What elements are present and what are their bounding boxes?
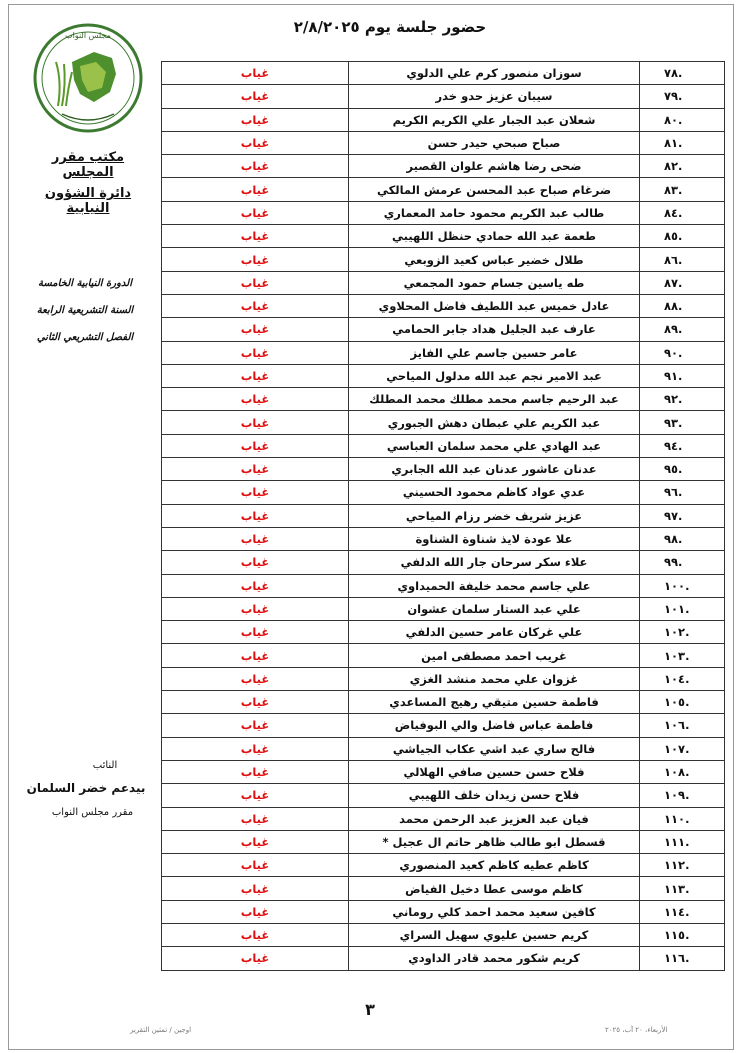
row-number: .٩٠ [640, 341, 725, 364]
member-name: طالب عبد الكريم محمود حامد المعماري [349, 201, 640, 224]
table-row [162, 294, 725, 317]
attendance-status: غياب [162, 458, 349, 481]
table-row [162, 178, 725, 201]
table-row [162, 131, 725, 154]
attendance-status: غياب [162, 854, 349, 877]
member-name: طه ياسين جسام حمود المجمعي [349, 271, 640, 294]
row-number: .٨٣ [640, 178, 725, 201]
row-number: .٨٧ [640, 271, 725, 294]
attendance-status: غياب [162, 691, 349, 714]
table-row [162, 271, 725, 294]
table-row [162, 691, 725, 714]
table-row [162, 155, 725, 178]
page-title: حضور جلسة يوم ٢/٨/٢٠٢٥ [293, 18, 487, 36]
attendance-status: غياب [162, 155, 349, 178]
table-row [162, 621, 725, 644]
row-number: .١١١ [640, 830, 725, 853]
member-name: فيان عبد العزيز عبد الرحمن محمد [349, 807, 640, 830]
member-name: سوزان منصور كرم علي الدلوي [349, 62, 640, 85]
row-number: .١٠٩ [640, 784, 725, 807]
row-number: .١٠١ [640, 597, 725, 620]
parliament-logo [32, 22, 144, 134]
member-name: فاطمة حسين متيقي رهيج المساعدي [349, 691, 640, 714]
table-row [162, 737, 725, 760]
member-name: عبد الامير نجم عبد الله مدلول المياحي [349, 364, 640, 387]
table-row [162, 551, 725, 574]
member-name: ضرغام صباح عبد المحسن عرمش المالكي [349, 178, 640, 201]
table-row [162, 923, 725, 946]
member-name: عزيز شريف خضر رزام المياحي [349, 504, 640, 527]
member-name: عبد الهادي علي محمد سلمان العباسي [349, 434, 640, 457]
row-number: .١٠٥ [640, 691, 725, 714]
row-number: .٨١ [640, 131, 725, 154]
table-row [162, 900, 725, 923]
table-row [162, 830, 725, 853]
table-row [162, 644, 725, 667]
attendance-status: غياب [162, 760, 349, 783]
attendance-status: غياب [162, 178, 349, 201]
attendance-status: غياب [162, 62, 349, 85]
member-name: علي غركان عامر حسين الدلفي [349, 621, 640, 644]
row-number: .٨٦ [640, 248, 725, 271]
row-number: .٩٩ [640, 551, 725, 574]
member-name: ضحى رضا هاشم علوان القصير [349, 155, 640, 178]
member-name: علي عبد الستار سلمان عشوان [349, 597, 640, 620]
table-row [162, 760, 725, 783]
row-number: .١١٤ [640, 900, 725, 923]
member-name: كافين سعيد محمد احمد كلي روماني [349, 900, 640, 923]
deputy-name: بيدعم خضر السلمان [26, 781, 146, 795]
row-number: .٨٥ [640, 225, 725, 248]
attendance-status: غياب [162, 341, 349, 364]
row-number: .٩٣ [640, 411, 725, 434]
member-name: عدي عواد كاظم محمود الحسيني [349, 481, 640, 504]
table-row [162, 597, 725, 620]
row-number: .١٠٦ [640, 714, 725, 737]
table-row [162, 411, 725, 434]
table-row [162, 947, 725, 970]
row-number: .٧٨ [640, 62, 725, 85]
row-number: .١٠٢ [640, 621, 725, 644]
attendance-status: غياب [162, 388, 349, 411]
row-number: .٨٩ [640, 318, 725, 341]
row-number: .٩٤ [640, 434, 725, 457]
row-number: .١١٣ [640, 877, 725, 900]
row-number: .١٠٧ [640, 737, 725, 760]
footer-right-note: الأربعاء، ٢٠ آب، ٢٠٢٥ [605, 1026, 668, 1034]
attendance-status: غياب [162, 830, 349, 853]
attendance-status: غياب [162, 667, 349, 690]
term-line: السنة التشريعية الرابعة [36, 305, 134, 316]
member-name: عامر حسين جاسم علي الفايز [349, 341, 640, 364]
attendance-status: غياب [162, 131, 349, 154]
attendance-status: غياب [162, 294, 349, 317]
page-number: ٣ [365, 1000, 375, 1019]
table-row [162, 62, 725, 85]
member-name: كريم شكور محمد قادر الداودي [349, 947, 640, 970]
table-row [162, 877, 725, 900]
row-number: .١٠٠ [640, 574, 725, 597]
attendance-status: غياب [162, 248, 349, 271]
office-title: مكتب مقرر المجلس [51, 150, 125, 180]
row-number: .٩٨ [640, 527, 725, 550]
table-row [162, 108, 725, 131]
member-name: علاء سكر سرحان جار الله الدلفي [349, 551, 640, 574]
attendance-status: غياب [162, 225, 349, 248]
member-name: كريم حسين عليوي سهيل السراي [349, 923, 640, 946]
term-line: الدورة النيابية الخامسة [38, 278, 132, 289]
attendance-table [161, 61, 725, 971]
row-number: .١١٥ [640, 923, 725, 946]
member-name: غريب احمد مصطفى امين [349, 644, 640, 667]
attendance-status: غياب [162, 271, 349, 294]
table-row [162, 434, 725, 457]
row-number: .٩٢ [640, 388, 725, 411]
member-name: غزوان علي محمد منشد الغزي [349, 667, 640, 690]
row-number: .١١٢ [640, 854, 725, 877]
row-number: .٩٧ [640, 504, 725, 527]
member-name: طلال خضير عباس كعيد الزوبعي [349, 248, 640, 271]
logo-label: مجلس النواب [65, 31, 111, 40]
attendance-status: غياب [162, 900, 349, 923]
member-name: فلاح حسن حسين صافي الهلالي [349, 760, 640, 783]
row-number: .٩٥ [640, 458, 725, 481]
attendance-status: غياب [162, 737, 349, 760]
table-row [162, 248, 725, 271]
row-number: .٩٦ [640, 481, 725, 504]
member-name: فاطمة عباس فاضل والي البوفياض [349, 714, 640, 737]
table-row [162, 784, 725, 807]
member-name: قسطل ابو طالب ظاهر حاتم ال عجيل * [349, 830, 640, 853]
attendance-status: غياب [162, 621, 349, 644]
attendance-status: غياب [162, 201, 349, 224]
table-row [162, 504, 725, 527]
attendance-status: غياب [162, 714, 349, 737]
attendance-status: غياب [162, 597, 349, 620]
attendance-status: غياب [162, 877, 349, 900]
attendance-status: غياب [162, 481, 349, 504]
department-title: دائرة الشؤون النيابية [44, 186, 132, 216]
attendance-status: غياب [162, 551, 349, 574]
row-number: .٨٠ [640, 108, 725, 131]
attendance-status: غياب [162, 318, 349, 341]
table-row [162, 481, 725, 504]
member-name: فلاح حسن زيدان خلف اللهيبي [349, 784, 640, 807]
member-name: صباح صبحي حيدر حسن [349, 131, 640, 154]
term-info [22, 270, 148, 351]
attendance-status: غياب [162, 364, 349, 387]
row-number: .١٠٨ [640, 760, 725, 783]
attendance-status: غياب [162, 504, 349, 527]
table-row [162, 458, 725, 481]
row-number: .٨٨ [640, 294, 725, 317]
attendance-status: غياب [162, 434, 349, 457]
table-row [162, 388, 725, 411]
attendance-status: غياب [162, 644, 349, 667]
member-name: فالح ساري عبد اشي عكاب الجياشي [349, 737, 640, 760]
table-row [162, 667, 725, 690]
table-row [162, 201, 725, 224]
member-name: سيبان عزيز حدو خدر [349, 85, 640, 108]
attendance-status: غياب [162, 85, 349, 108]
table-row [162, 225, 725, 248]
deputy-label: النائب [92, 760, 118, 771]
footer-left-note: اوجين / تمثين التقرير [130, 1026, 192, 1034]
row-number: .٩١ [640, 364, 725, 387]
table-row [162, 527, 725, 550]
member-name: طعمة عبد الله حمادي حنظل اللهيبي [349, 225, 640, 248]
member-name: علا عودة لايذ شناوة الشناوة [349, 527, 640, 550]
member-name: عدنان عاشور عدنان عبد الله الجابري [349, 458, 640, 481]
row-number: .٨٤ [640, 201, 725, 224]
row-number: .١٠٣ [640, 644, 725, 667]
attendance-status: غياب [162, 784, 349, 807]
term-line: الفصل التشريعي الثاني [36, 332, 134, 343]
member-name: كاظم عطيه كاظم كعيد المنصوري [349, 854, 640, 877]
member-name: عبد الرحيم جاسم محمد مطلك محمد المطلك [349, 388, 640, 411]
attendance-status: غياب [162, 947, 349, 970]
row-number: .١٠٤ [640, 667, 725, 690]
member-name: كاظم موسى عطا دخيل الفياض [349, 877, 640, 900]
member-name: علي جاسم محمد خليفة الحميداوي [349, 574, 640, 597]
table-row [162, 85, 725, 108]
table-row [162, 807, 725, 830]
attendance-status: غياب [162, 527, 349, 550]
attendance-status: غياب [162, 807, 349, 830]
row-number: .١١٦ [640, 947, 725, 970]
deputy-role: مقرر مجلس النواب [51, 807, 134, 818]
table-row [162, 341, 725, 364]
attendance-status: غياب [162, 574, 349, 597]
member-name: عادل خميس عبد اللطيف فاضل المحلاوي [349, 294, 640, 317]
table-row [162, 318, 725, 341]
row-number: .١١٠ [640, 807, 725, 830]
table-row [162, 714, 725, 737]
row-number: .٨٢ [640, 155, 725, 178]
attendance-status: غياب [162, 923, 349, 946]
member-name: عارف عبد الجليل هداد جابر الحمامي [349, 318, 640, 341]
table-row [162, 854, 725, 877]
attendance-status: غياب [162, 411, 349, 434]
table-row [162, 574, 725, 597]
member-name: عبد الكريم علي عبطان دهش الجبوري [349, 411, 640, 434]
table-row [162, 364, 725, 387]
row-number: .٧٩ [640, 85, 725, 108]
member-name: شعلان عبد الجبار علي الكريم الكريم [349, 108, 640, 131]
attendance-status: غياب [162, 108, 349, 131]
